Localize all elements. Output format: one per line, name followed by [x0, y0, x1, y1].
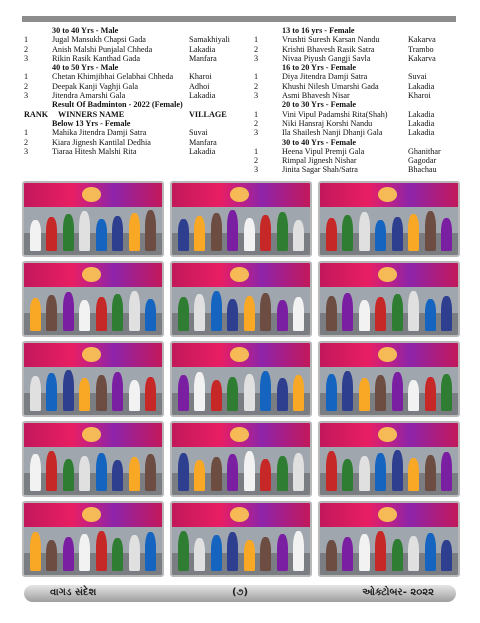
result-row [254, 45, 460, 54]
rank: 3 [254, 128, 259, 138]
event-photo [22, 261, 164, 337]
village: Lakadia [408, 81, 435, 91]
rank: 3 [254, 53, 259, 63]
rank: 1 [254, 109, 259, 119]
result-row [254, 165, 460, 174]
rank: 3 [254, 91, 259, 101]
rank: 2 [254, 44, 259, 54]
rank: 2 [254, 118, 259, 128]
photo-grid [22, 181, 458, 575]
rank: 2 [254, 81, 259, 91]
rank: 1 [254, 72, 259, 82]
page-number: (૭) [231, 587, 249, 598]
result-row [24, 35, 236, 44]
rank: 3 [254, 165, 259, 175]
table-header [24, 110, 236, 119]
section-heading: 40 to 50 Yrs - Male [52, 63, 119, 73]
winner-name: Kiara Jignesh Kantilal Dedhia [52, 137, 151, 147]
event-photo [318, 341, 460, 417]
winner-name: Mahika Jitendra Damji Satra [52, 128, 147, 138]
village: Trambo [408, 44, 434, 54]
winners-name-header: WINNERS NAME [58, 109, 125, 119]
rank: 2 [24, 81, 29, 91]
winner-name: Rikin Rasik Kanthad Gada [52, 53, 140, 63]
event-photo [170, 181, 312, 257]
village-header: VILLAGE [189, 109, 227, 119]
result-row [254, 91, 460, 100]
village: Kakarva [408, 35, 436, 45]
section-heading: Below 13 Yrs - Female [52, 118, 131, 128]
result-row [254, 72, 460, 81]
rank: 2 [24, 44, 29, 54]
result-row [254, 147, 460, 156]
issue-date: ઓક્ટોબર- ૨૦૨૨ [362, 587, 434, 598]
result-row [24, 128, 236, 137]
result-row [24, 45, 236, 54]
results-left-column [24, 26, 236, 156]
winner-name: Vini Vipul Padamshi Rita(Shah) [282, 109, 388, 119]
winner-name: Asmi Bhavesh Nisar [282, 91, 350, 101]
winner-name: Nivaa Piyush Gangji Savla [282, 53, 371, 63]
result-row [254, 128, 460, 137]
village: Samakhiyali [189, 35, 230, 45]
winner-name: Deepak Kanji Vaghji Gala [52, 81, 139, 91]
winner-name: Vrushti Suresh Karsan Nandu [282, 35, 380, 45]
result-row [24, 91, 236, 100]
result-title: Result Of Badminton - 2022 (Female) [52, 100, 183, 110]
event-photo [170, 501, 312, 577]
winner-name: Niki Hansraj Korshi Nandu [282, 118, 373, 128]
event-photo [318, 501, 460, 577]
rank: 1 [24, 72, 29, 82]
event-photo [22, 181, 164, 257]
section-heading: 16 to 20 Yrs - Female [282, 63, 357, 73]
result-row [254, 35, 460, 44]
winner-name: Chetan Khimjibhai Gelabhai Chheda [52, 72, 174, 82]
village: Suvai [408, 72, 427, 82]
village: Lakadia [408, 109, 435, 119]
event-photo [22, 421, 164, 497]
rank: 1 [24, 35, 29, 45]
village: Adhoi [189, 81, 210, 91]
rank: 1 [24, 128, 29, 138]
rank: 3 [24, 146, 29, 156]
event-photo [170, 421, 312, 497]
winner-name: Krishti Bhavesh Rasik Satra [282, 44, 375, 54]
village: Kakarva [408, 53, 436, 63]
rank: 2 [24, 137, 29, 147]
event-photo [22, 341, 164, 417]
event-photo [318, 261, 460, 337]
village: Bhachau [408, 165, 437, 175]
village: Ghanithar [408, 146, 441, 156]
event-photo [318, 181, 460, 257]
event-photo [318, 421, 460, 497]
winner-name: Jinita Sagar Shah/Satra [282, 165, 358, 175]
winner-name: Heena Vipul Premji Gala [282, 146, 365, 156]
rank: 1 [254, 146, 259, 156]
village: Lakadia [189, 91, 216, 101]
village: Kharoi [408, 91, 431, 101]
magazine-name: વાગડ સંદેશ [50, 587, 97, 598]
rank: 3 [24, 53, 29, 63]
village: Lakadia [189, 146, 216, 156]
results-right-column [254, 26, 460, 175]
top-divider-bar [22, 16, 456, 22]
rank: 2 [254, 156, 259, 166]
result-row [24, 147, 236, 156]
section-heading: 30 to 40 Yrs - Male [52, 26, 119, 35]
village: Suvai [189, 128, 208, 138]
page-footer [24, 585, 456, 602]
event-photo [22, 501, 164, 577]
result-row [254, 54, 460, 63]
village: Lakadia [189, 44, 216, 54]
section-heading: 30 to 40 Yrs - Female [282, 137, 357, 147]
winner-name: Tiaraa Hitesh Malshi Rita [52, 146, 137, 156]
winner-name: Jitendra Amarshi Gala [52, 91, 126, 101]
village: Manfara [189, 137, 217, 147]
rank: 1 [254, 35, 259, 45]
event-photo [170, 341, 312, 417]
event-photo [170, 261, 312, 337]
result-row [24, 54, 236, 63]
result-row [254, 82, 460, 91]
winner-name: Anish Malshi Punjalal Chheda [52, 44, 153, 54]
result-row [24, 82, 236, 91]
village: Kharoi [189, 72, 212, 82]
winner-name: Diya Jitendra Damji Satra [282, 72, 368, 82]
rank: 3 [24, 91, 29, 101]
village: Lakadia [408, 128, 435, 138]
section-heading: 20 to 30 Yrs - Female [282, 100, 357, 110]
village: Manfara [189, 53, 217, 63]
result-row [254, 156, 460, 165]
rank-header: RANK [24, 109, 49, 119]
section-heading: 13 to 16 yrs - Female [282, 26, 355, 35]
result-row [24, 72, 236, 81]
result-row [254, 119, 460, 128]
result-row [24, 138, 236, 147]
winner-name: Rimpal Jignesh Nishar [282, 156, 357, 166]
result-row [254, 110, 460, 119]
winner-name: Jugal Mansukh Chapsi Gada [52, 35, 146, 45]
village: Gagodar [408, 156, 437, 166]
winner-name: Ila Shailesh Nanji Dhanji Gala [282, 128, 383, 138]
village: Lakadia [408, 118, 435, 128]
winner-name: Khushi Nilesh Umarshi Gada [282, 81, 379, 91]
